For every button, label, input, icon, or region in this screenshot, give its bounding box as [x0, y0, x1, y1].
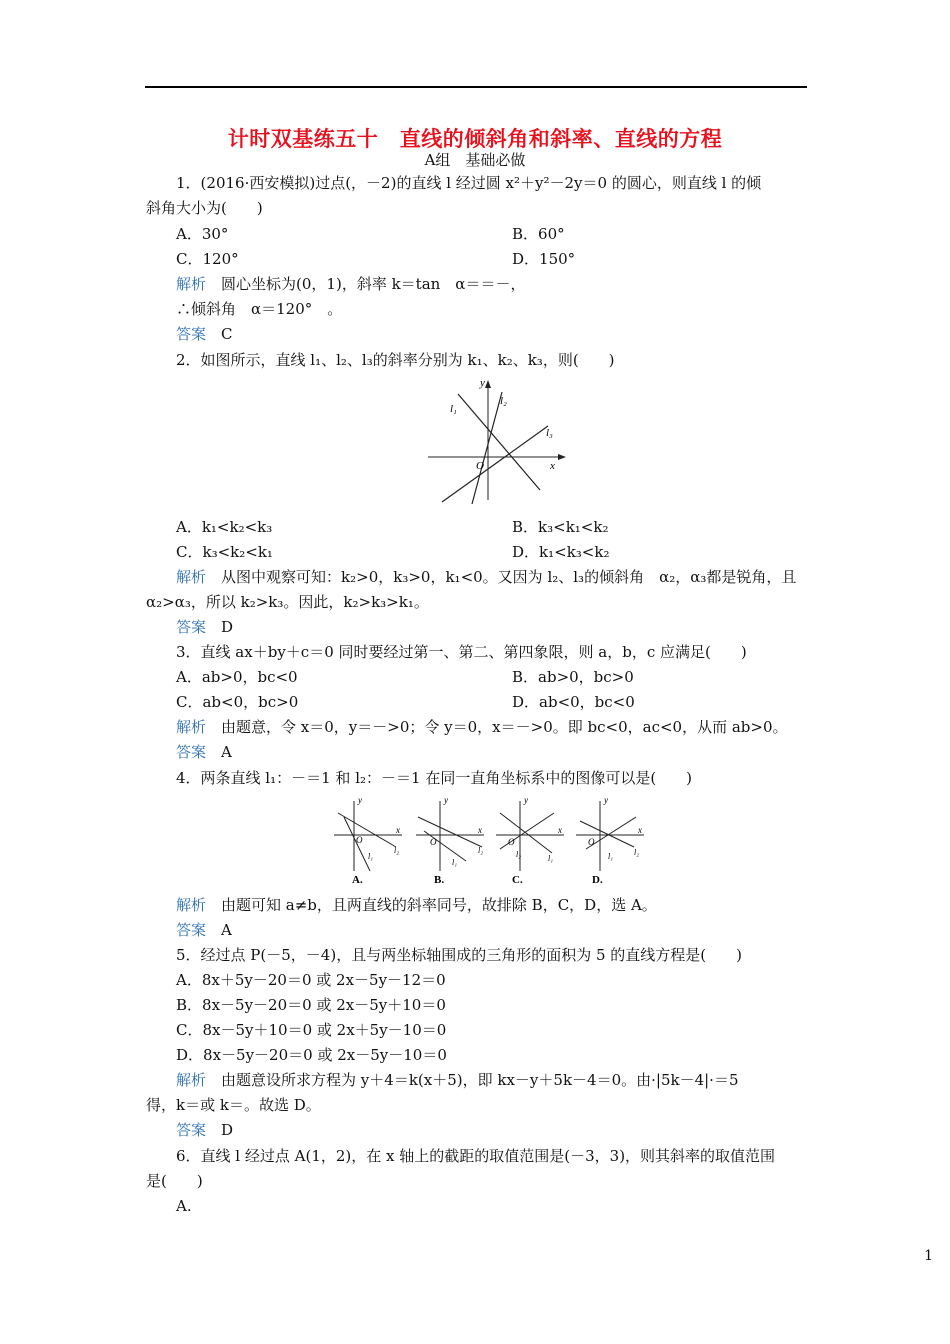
- label-l1: l₁: [450, 403, 457, 415]
- answer-label: 答案: [176, 921, 207, 939]
- q2-stem: 2．如图所示，直线 l₁、l₂、l₃的斜率分别为 k₁、k₂、k₃，则( ): [176, 351, 615, 369]
- analysis-label: 解析: [176, 896, 207, 914]
- label-l2: l₂: [634, 848, 640, 857]
- q4-analysis: [176, 894, 657, 916]
- q2-analysis: [176, 566, 796, 588]
- q4-figure-c: [496, 795, 564, 886]
- figure-a-caption: A.: [352, 874, 363, 886]
- header-rule: [145, 86, 807, 88]
- q2-option-c: C．k₃<k₂<k₁: [176, 543, 273, 561]
- answer-label: 答案: [176, 618, 207, 636]
- label-y: y: [480, 377, 485, 389]
- answer-label: 答案: [176, 325, 207, 343]
- q4-figure-b: [416, 795, 484, 886]
- q2-answer: [176, 616, 233, 638]
- q6-stem-line1: 6．直线 l 经过点 A(1，2)，在 x 轴上的截距的取值范围是(－3，3)，则其斜率的取值范围: [176, 1147, 776, 1165]
- label-l3: l₃: [546, 427, 553, 439]
- q1-option-d: D．150°: [512, 250, 576, 268]
- line-l1: [458, 394, 540, 490]
- label-l2: l₂: [478, 846, 484, 855]
- x-axis-arrow: [558, 454, 566, 460]
- q2-analysis-line1: 从图中观察可知：k₂>0，k₃>0，k₁<0。又因为 l₂、l₃的倾斜角 α₂，α₃都是锐角，且: [221, 568, 797, 586]
- q6-stem-line2: 是( ): [146, 1172, 203, 1190]
- page-title: 计时双基练五十 直线的倾斜角和斜率、直线的方程: [227, 126, 723, 151]
- q1-analysis-line1: 圆心坐标为(0，1)，斜率 k＝tan α＝＝－，: [221, 275, 526, 293]
- q1-stem-line2: 斜角大小为( ): [146, 199, 263, 217]
- q1-analysis: [176, 273, 525, 295]
- q3-option-c: C．ab<0，bc>0: [176, 693, 299, 711]
- page-number: 1: [924, 1248, 933, 1264]
- q3-answer: [176, 741, 232, 763]
- group-heading: A组 基础必做: [424, 151, 526, 169]
- label-y: y: [358, 795, 362, 805]
- analysis-label: 解析: [176, 1071, 207, 1089]
- analysis-label: 解析: [176, 718, 207, 736]
- y-axis-arrow: [485, 380, 491, 388]
- q5-option-a: A．8x＋5y－20＝0 或 2x－5y－12＝0: [176, 971, 446, 989]
- q5-analysis-line2: 得，k＝或 k＝。故选 D。: [146, 1096, 321, 1114]
- q3-option-b: B．ab>0，bc>0: [512, 668, 634, 686]
- label-l1: l₁: [368, 852, 374, 861]
- q4-figure-a: [334, 795, 402, 886]
- q4-answer-value: A: [221, 921, 232, 939]
- answer-label: 答案: [176, 1121, 207, 1139]
- label-l1: l₁: [548, 854, 554, 863]
- q3-answer-value: A: [221, 743, 232, 761]
- q2-option-a: A．k₁<k₂<k₃: [176, 518, 273, 536]
- q2-analysis-line2: α₂>α₃，所以 k₂>k₃。因此，k₂>k₃>k₁。: [146, 593, 429, 611]
- analysis-label: 解析: [176, 275, 207, 293]
- q2-figure: [420, 374, 570, 506]
- line-l2: [472, 392, 502, 504]
- q1-option-a: A．30°: [176, 225, 229, 243]
- label-l1: l₁: [608, 852, 614, 861]
- label-l2: l₂: [500, 395, 507, 407]
- label-origin: O: [430, 837, 437, 847]
- label-x: x: [558, 825, 562, 835]
- q2-answer-value: D: [221, 618, 234, 636]
- q5-option-b: B．8x－5y－20＝0 或 2x－5y＋10＝0: [176, 996, 446, 1014]
- q1-option-b: B．60°: [512, 225, 565, 243]
- q4-stem: 4．两条直线 l₁：－＝1 和 l₂：－＝1 在同一直角坐标系中的图像可以是( ): [176, 769, 693, 787]
- q3-option-a: A．ab>0，bc<0: [176, 668, 298, 686]
- q3-analysis-text: 由题意，令 x＝0，y＝－>0；令 y＝0，x＝－>0。即 bc<0，ac<0，从而 ab>0。: [221, 718, 788, 736]
- label-x: x: [396, 825, 400, 835]
- q5-stem: 5．经过点 P(－5，－4)，且与两坐标轴围成的三角形的面积为 5 的直线方程是( ): [176, 946, 742, 964]
- q1-answer-value: C: [221, 325, 233, 343]
- figure-d-caption: D.: [592, 874, 603, 886]
- q4-answer: [176, 919, 232, 941]
- q2-option-b: B．k₃<k₁<k₂: [512, 518, 609, 536]
- q1-stem-line1: 1．(2016·西安模拟)过点(，－2)的直线 l 经过圆 x²＋y²－2y＝0 的圆心，则直线 l 的倾: [176, 174, 762, 192]
- label-x: x: [550, 460, 555, 472]
- label-x: x: [478, 825, 482, 835]
- q3-analysis: [176, 716, 788, 738]
- q5-answer: [176, 1119, 233, 1141]
- line-l2: [418, 817, 482, 847]
- label-origin: O: [356, 835, 363, 845]
- line-l2: [338, 813, 396, 847]
- q5-analysis-line1: 由题意设所求方程为 y＋4＝k(x＋5)，即 kx－y＋5k－4＝0。由·|5k－4|·＝5: [221, 1071, 739, 1089]
- label-origin: O: [476, 460, 484, 472]
- q3-stem: 3．直线 ax＋by＋c＝0 同时要经过第一、第二、第四象限，则 a，b，c 应满足( ): [176, 643, 747, 661]
- label-l2: l₂: [394, 846, 400, 855]
- q1-answer: [176, 323, 233, 345]
- figure-c-caption: C.: [512, 874, 523, 886]
- label-origin: O: [508, 837, 515, 847]
- q4-figure-d: [576, 795, 644, 886]
- label-origin: O: [588, 837, 595, 847]
- label-x: x: [638, 825, 642, 835]
- q5-option-d: D．8x－5y－20＝0 或 2x－5y－10＝0: [176, 1046, 447, 1064]
- q5-analysis: [176, 1069, 739, 1091]
- label-y: y: [604, 795, 608, 805]
- q5-answer-value: D: [221, 1121, 234, 1139]
- q2-option-d: D．k₁<k₃<k₂: [512, 543, 610, 561]
- q6-option-a: A.: [176, 1197, 192, 1215]
- q5-option-c: C．8x－5y＋10＝0 或 2x＋5y－10＝0: [176, 1021, 447, 1039]
- q4-figure: [330, 795, 650, 887]
- label-l1: l₁: [452, 858, 458, 867]
- label-l2: l₂: [516, 850, 522, 859]
- q3-option-d: D．ab<0，bc<0: [512, 693, 635, 711]
- label-y: y: [524, 795, 528, 805]
- answer-label: 答案: [176, 743, 207, 761]
- label-y: y: [444, 795, 448, 805]
- analysis-label: 解析: [176, 568, 207, 586]
- q1-analysis-line2: ∴倾斜角 α＝120° 。: [176, 300, 343, 318]
- q4-analysis-text: 由题可知 a≠b，且两直线的斜率同号，故排除 B，C，D，选 A。: [221, 896, 657, 914]
- figure-b-caption: B.: [434, 874, 445, 886]
- q1-option-c: C．120°: [176, 250, 239, 268]
